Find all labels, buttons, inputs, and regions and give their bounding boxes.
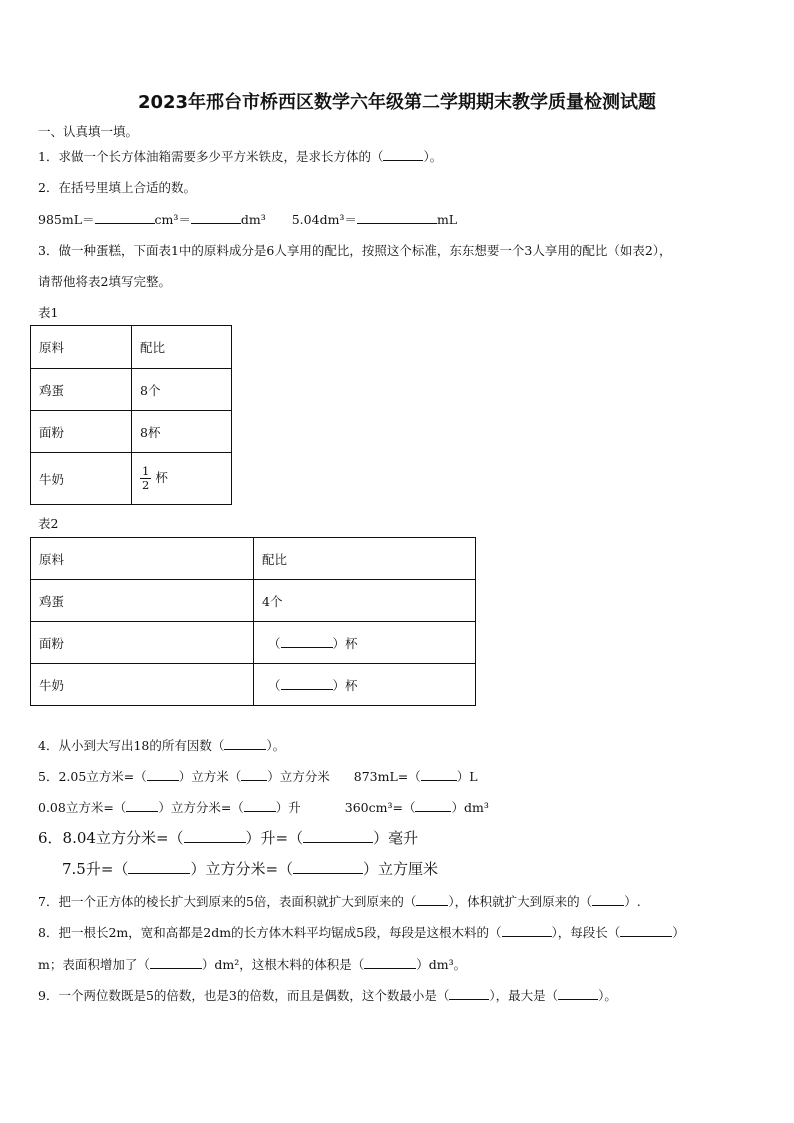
- table-row: [31, 622, 476, 664]
- table-header-cell: 原料: [31, 326, 132, 369]
- table-row: [31, 411, 232, 453]
- question-4: 4．从小到大写出18的所有因数（ ）。: [38, 738, 286, 753]
- question-9: 9．一个两位数既是5的倍数，也是3的倍数，而且是偶数，这个数最小是（ ），最大是（ ）。: [38, 988, 617, 1003]
- answer-blank[interactable]: [244, 799, 276, 812]
- answer-blank[interactable]: [620, 924, 672, 937]
- question-3-line2: 请帮他将表2填写完整。: [38, 274, 171, 289]
- table1-caption: 表1: [38, 305, 59, 320]
- answer-blank[interactable]: [95, 211, 155, 224]
- answer-blank[interactable]: [415, 799, 451, 812]
- table-cell: 8个: [132, 369, 232, 411]
- question-7: 7．把一个正方体的棱长扩大到原来的5倍，表面积就扩大到原来的（ ），体积就扩大到原来的（ ）.: [38, 894, 641, 909]
- answer-blank[interactable]: [416, 893, 448, 906]
- table-header-cell: 配比: [254, 538, 476, 580]
- answer-blank[interactable]: [281, 635, 333, 648]
- answer-blank[interactable]: [421, 768, 457, 781]
- answer-blank[interactable]: [364, 956, 416, 969]
- table2-caption: 表2: [38, 516, 59, 531]
- answer-blank[interactable]: [383, 148, 423, 161]
- table-header-cell: 配比: [132, 326, 232, 369]
- answer-blank[interactable]: [126, 799, 158, 812]
- question-5-line2: 0.08立方米=（ ）立方分米=（ ）升 360cm³=（ ）dm³: [38, 800, 489, 815]
- answer-blank[interactable]: [224, 737, 266, 750]
- table-1: [30, 325, 232, 505]
- answer-blank[interactable]: [150, 956, 202, 969]
- question-6-line2: 7.5升=（ ）立方分米=（ ）立方厘米: [62, 860, 439, 878]
- table-cell: 8杯: [132, 411, 232, 453]
- table-cell: 牛奶: [31, 453, 132, 505]
- table-cell: （ ）杯: [254, 622, 476, 664]
- answer-blank[interactable]: [184, 830, 246, 843]
- answer-blank[interactable]: [293, 861, 363, 874]
- table-2: [30, 537, 476, 706]
- table-header-cell: 原料: [31, 538, 254, 580]
- question-2-blanks: 985mL＝ cm³＝ dm³ 5.04dm³＝ mL: [38, 212, 458, 227]
- page-title: 2023年邢台市桥西区数学六年级第二学期期末教学质量检测试题: [137, 92, 657, 113]
- table-cell: 鸡蛋: [31, 369, 132, 411]
- answer-blank[interactable]: [558, 987, 598, 1000]
- answer-blank[interactable]: [449, 987, 489, 1000]
- answer-blank[interactable]: [128, 861, 190, 874]
- table-row: [31, 538, 476, 580]
- answer-blank[interactable]: [241, 768, 267, 781]
- table-cell: 4个: [254, 580, 476, 622]
- question-6-line1: 6．8.04立方分米=（ ）升=（ ）毫升: [38, 829, 419, 847]
- table-row: [31, 369, 232, 411]
- section-heading: 一、认真填一填。: [38, 124, 139, 139]
- table-cell: 鸡蛋: [31, 580, 254, 622]
- question-8-line2: m；表面积增加了（ ）dm²，这根木料的体积是（ ）dm³。: [38, 957, 467, 972]
- answer-blank[interactable]: [502, 924, 552, 937]
- answer-blank[interactable]: [592, 893, 624, 906]
- fraction: $\frac{1}{2}$: [142, 464, 150, 492]
- question-8-line1: 8．把一根长2m，宽和高都是2dm的长方体木料平均锯成5段，每段是这根木料的（ ），每段长（ ）: [38, 925, 685, 940]
- question-3-line1: 3．做一种蛋糕，下面表1中的原料成分是6人享用的配比，按照这个标准，东东想要一个3人享用的配比（如表2），: [38, 243, 672, 258]
- answer-blank[interactable]: [281, 677, 333, 690]
- answer-blank[interactable]: [147, 768, 179, 781]
- table-row: [31, 453, 232, 505]
- answer-blank[interactable]: [303, 830, 373, 843]
- table-row: [31, 326, 232, 369]
- question-1: 1．求做一个长方体油箱需要多少平方米铁皮，是求长方体的（ ）。: [38, 149, 443, 164]
- table-row: [31, 664, 476, 706]
- question-2: 2．在括号里填上合适的数。: [38, 180, 196, 195]
- table-cell: 牛奶: [31, 664, 254, 706]
- table-cell: 面粉: [31, 622, 254, 664]
- table-row: [31, 580, 476, 622]
- table-cell: 面粉: [31, 411, 132, 453]
- answer-blank[interactable]: [191, 211, 241, 224]
- table-cell: $\frac{1}{2}$ 杯: [132, 453, 232, 505]
- answer-blank[interactable]: [357, 211, 437, 224]
- table-cell: （ ）杯: [254, 664, 476, 706]
- question-5-line1: 5．2.05立方米=（ ）立方米（ ）立方分米 873mL=（ ）L: [38, 769, 478, 784]
